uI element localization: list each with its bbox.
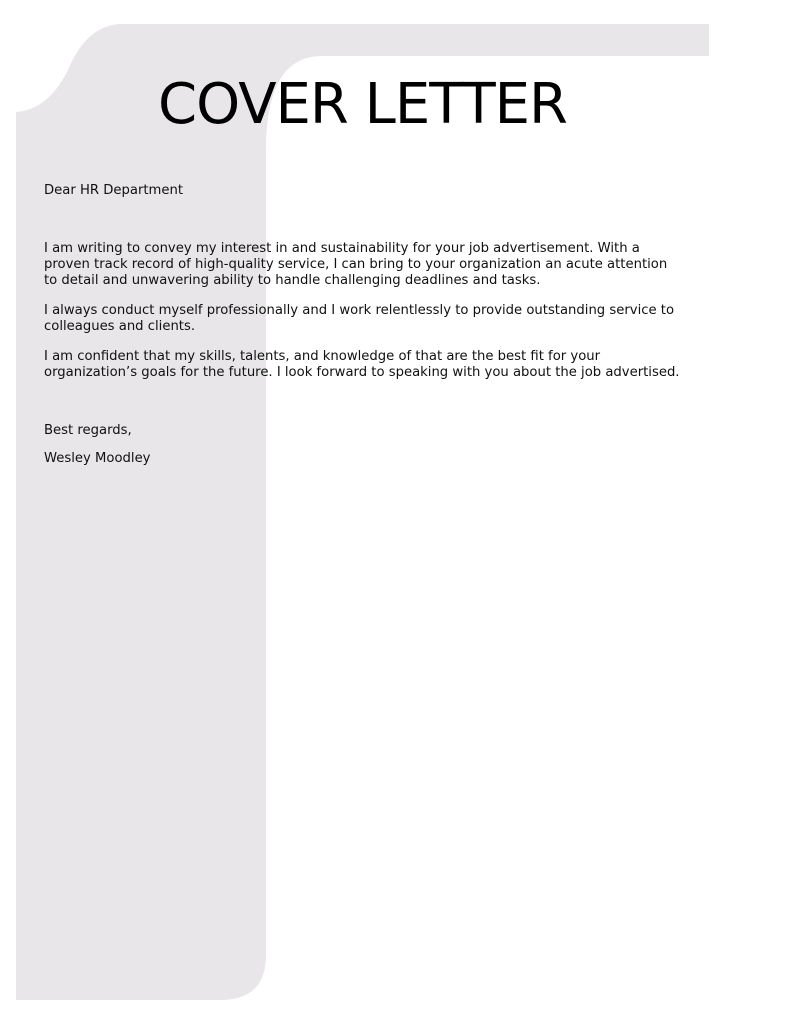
greeting: Dear HR Department <box>44 183 184 198</box>
closing: Best regards, <box>44 423 132 438</box>
signature: Wesley Moodley <box>44 451 151 466</box>
paragraph-3: I am confident that my skills, talents, and knowledge of that are the best fit for your organization’s goals for the future. I look forward to speaking with you about the job advertised. <box>44 349 680 380</box>
letter-body <box>44 183 684 467</box>
paragraph-2: I always conduct myself professionally and I work relentlessly to provide outstanding service to colleagues and clients. <box>44 303 675 334</box>
paragraph-1: I am writing to convey my interest in and sustainability for your job advertisement. With a proven track record of high-quality service, I can bring to your organization an acute attention to detail and unwavering ability to handle challenging deadlines and tasks. <box>44 241 668 288</box>
document-title: COVER LETTER <box>158 72 567 137</box>
